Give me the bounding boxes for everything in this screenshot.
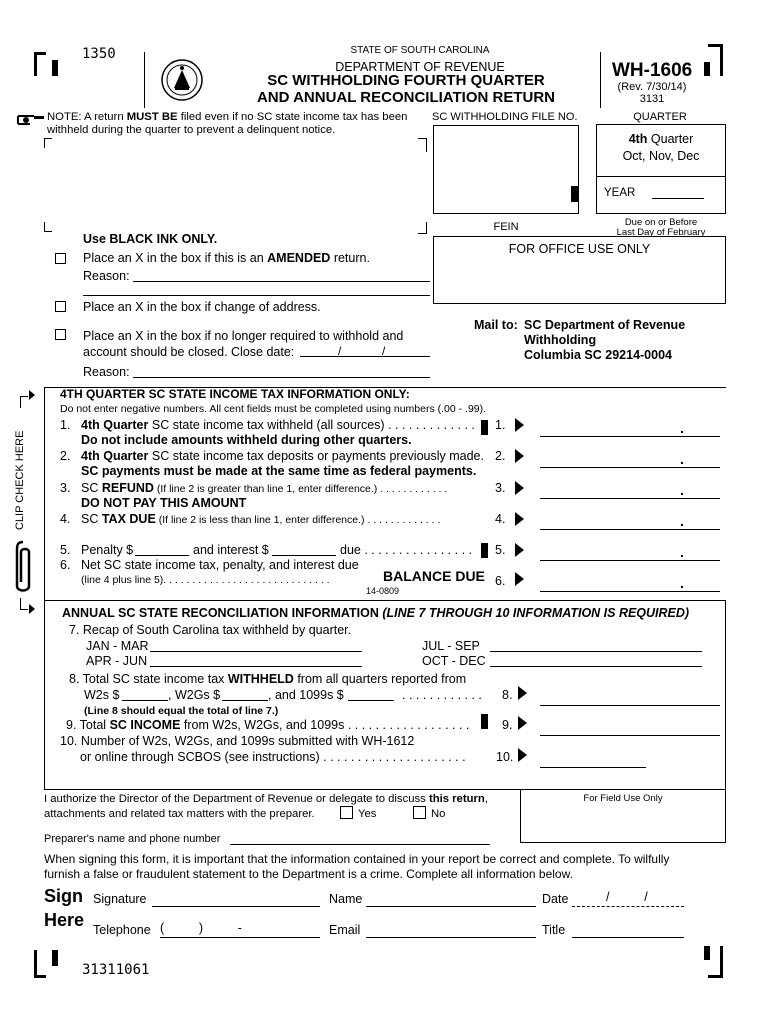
signature-input[interactable] <box>152 906 320 907</box>
line3-note: DO NOT PAY THIS AMOUNT <box>81 496 247 510</box>
name-input[interactable] <box>366 906 536 907</box>
quarter-label: QUARTER <box>633 111 687 123</box>
line3-label: SC REFUND (If line 2 is greater than line 1, enter difference.) . . . . . . . . . . . . <box>81 481 448 495</box>
q4-input[interactable] <box>490 666 702 667</box>
line2-amount-input[interactable] <box>540 467 720 468</box>
field-use-label: For Field Use Only <box>583 793 663 804</box>
form-id: WH-1606 <box>612 60 693 81</box>
line1-amount-input[interactable] <box>540 436 720 437</box>
line8-w2g-label: , W2Gs $ <box>168 688 221 702</box>
q1-label: JAN - MAR <box>86 639 149 653</box>
amended-reason-label: Reason: <box>83 269 130 283</box>
line10-label: 10. Number of W2s, W2Gs, and 1099s submitted with WH-1612 <box>60 734 415 748</box>
title-label: Title <box>542 923 566 937</box>
black-ink-note: Use BLACK INK ONLY. <box>83 232 218 246</box>
close-date-label: account should be closed. Close date: <box>83 345 295 359</box>
year-input[interactable] <box>652 198 704 199</box>
quarter-section-heading: 4TH QUARTER SC STATE INCOME TAX INFORMATION ONLY: <box>60 387 410 401</box>
line8-1099-label: , and 1099s $ <box>268 688 344 702</box>
file-no-label: SC WITHHOLDING FILE NO. <box>432 111 578 123</box>
mail-address-line1: SC Department of Revenue <box>524 318 686 332</box>
line5-due-label: due . . . . . . . . . . . . . . . . <box>340 543 472 557</box>
q1-input[interactable] <box>150 651 362 652</box>
date-label: Date <box>542 892 569 906</box>
warning-line2: furnish a false or fraudulent statement to the Department is a crime. Complete all information below. <box>44 867 573 881</box>
department-name: DEPARTMENT OF REVENUE <box>335 60 505 74</box>
file-no-input[interactable] <box>433 125 579 214</box>
preparer-label: Preparer's name and phone number <box>44 833 221 845</box>
line5-penalty-label: Penalty $ <box>81 543 134 557</box>
line8-label: 8. Total SC state income tax WITHHELD from all quarters reported from <box>69 672 467 686</box>
email-label: Email <box>329 923 361 937</box>
due-line2: Last Day of February <box>616 227 706 238</box>
signature-label: Signature <box>93 892 147 906</box>
quarter-section-subheading: Do not enter negative numbers. All cent fields must be completed using numbers (.00 - .99). <box>60 403 487 415</box>
authorize-no-label: No <box>431 808 446 820</box>
line6-note: (line 4 plus line 5). . . . . . . . . . . . . . . . . . . . . . . . . . . . . <box>81 574 330 586</box>
title-input[interactable] <box>572 937 684 938</box>
office-use-label: FOR OFFICE USE ONLY <box>508 242 651 256</box>
quarter-number: 4th Quarter <box>628 132 694 146</box>
name-label: Name <box>329 892 363 906</box>
authorization-line1: I authorize the Director of the Department of Revenue or delegate to discuss this return, <box>44 793 488 805</box>
line10-label-2: or online through SCBOS (see instructions) . . . . . . . . . . . . . . . . . . . . . <box>80 750 466 764</box>
penalty-input[interactable] <box>135 555 189 556</box>
telephone-input[interactable] <box>160 937 320 938</box>
email-input[interactable] <box>366 937 536 938</box>
corner-mark-bl <box>34 950 37 978</box>
preparer-input[interactable] <box>230 844 490 845</box>
mail-address-line2: Withholding <box>524 333 597 347</box>
line4-amount-input[interactable] <box>540 529 720 530</box>
date-input[interactable] <box>572 906 684 907</box>
year-label: YEAR <box>604 187 636 199</box>
clip-check-label: CLIP CHECK HERE <box>14 430 26 530</box>
q3-input[interactable] <box>490 651 702 652</box>
mail-to-label: Mail to: <box>474 318 518 332</box>
note-line2: withheld during the quarter to prevent a delinquent notice. <box>47 124 336 136</box>
state-seal-icon <box>160 58 204 102</box>
close-account-label: Place an X in the box if no longer required to withhold and <box>83 329 404 343</box>
form-title-line2: AND ANNUAL RECONCILIATION RETURN <box>256 89 556 106</box>
line9-amount-input[interactable] <box>540 735 720 736</box>
mail-address-line3: Columbia SC 29214-0004 <box>524 348 672 362</box>
barcode-number: 31311061 <box>82 962 150 978</box>
line2-label: 4th Quarter SC state income tax deposits or payments previously made. <box>81 449 484 463</box>
authorize-no-checkbox[interactable] <box>413 806 426 819</box>
line8-note: (Line 8 should equal the total of line 7.) <box>84 705 279 717</box>
close-reason-input[interactable] <box>133 377 430 378</box>
line6-label: Net SC state income tax, penalty, and interest due <box>81 558 359 572</box>
interest-input[interactable] <box>272 555 336 556</box>
amended-label: Place an X in the box if this is an AMENDED return. <box>83 251 370 265</box>
line2-note: SC payments must be made at the same time as federal payments. <box>81 464 477 478</box>
form-revision: (Rev. 7/30/14) <box>617 81 687 93</box>
line5-amount-input[interactable] <box>540 560 720 561</box>
state-name: STATE OF SOUTH CAROLINA <box>350 45 490 56</box>
sign-heading: Sign <box>44 886 83 906</box>
form-revision-code: 14-0809 <box>366 586 400 596</box>
due-line1: Due on or Before <box>624 217 698 228</box>
corner-mark-tr <box>720 44 723 76</box>
line4-label: SC TAX DUE (If line 2 is less than line 1, enter difference.) . . . . . . . . . . . . . <box>81 512 441 526</box>
line9-label: 9. Total SC INCOME from W2s, W2Gs, and 1099s . . . . . . . . . . . . . . . . . . <box>66 718 470 732</box>
balance-due-input[interactable] <box>540 591 720 592</box>
line1-note: Do not include amounts withheld during other quarters. <box>81 433 412 447</box>
line8-amount-input[interactable] <box>540 705 720 706</box>
authorize-yes-checkbox[interactable] <box>340 806 353 819</box>
amended-checkbox[interactable] <box>55 253 66 264</box>
line3-amount-input[interactable] <box>540 498 720 499</box>
w2g-amount-input[interactable] <box>222 700 268 701</box>
corner-mark-br <box>720 946 723 978</box>
pointing-hand-icon <box>16 110 46 130</box>
line1-label: 4th Quarter SC state income tax withheld (all sources) . . . . . . . . . . . . . <box>81 418 475 432</box>
paper-clip-icon <box>14 540 32 596</box>
form-page: 1350 STATE OF SOUTH CAROLINA DEPARTMENT OF REVENUE SC WITHHOLDING FOURTH QUARTER AND ANNUAL RECONCILIATION RETURN WH-1606 (Rev. 7/30/14) 3131 NOTE: A return MUST BE filed even if no SC state income tax has been withheld during the quarter to prevent a delinquent notice. SC WITHHOLDING FILE NO. QUARTER 4th Quarter Oct, Nov, Dec YEAR FEIN Due on or Before Last Day of February FOR OFFICE USE ONLY Use BLACK INK ONLY. Place an X in the box if this is an AMENDED return. Reason: Place an X in the box if change of address. Place an X in the box if no longer required to withhold and account should be closed. Close date: / / Reason: Mail to: SC Department of Revenue Withholding Columbia SC 29214-0004 CLIP CHECK HERE 4TH QUARTER SC STATE INCOME TAX INFORMATION ONLY: Do not enter negative numbers. All cent fields must be completed using numbers (.00 - .99). 1. 4th Quarter SC state income tax withheld (all sources) . . . . . . . . . . . . . 1. . Do not include amounts withheld during other quarters. 2. 4th Quarter SC state income tax deposits or payments previously made. 2. . SC payments must be made at the same time as federal payments. 3. SC REFUND (If line 2 is greater than line 1, enter difference.) . . . . . . . . . . . . 3. . DO NOT PAY THIS AMOUNT 4. SC TAX DUE (If line 2 is less than line 1, enter difference.) . . . . . . . . . . . . . 4. . 5. Penalty $ and interest $ due . . . . . . . . . . . . . . . . 5. . 6. Net SC state income tax, penalty, and interest due (line 4 plus line 5). . . . . . . . . . . . . . . . . . . . . . . . . . . . . BALANCE DUE 6. . 14-0809 ANNUAL SC STATE RECONCILIATION INFORMATION (LINE 7 THROUGH 10 INFORMATION IS REQUIRED) 7. Recap of South Carolina tax withheld by quarter. JAN - MAR APR - JUN JUL - SEP OCT - DEC 8. Total SC state income tax WITHHELD from all quarters reported from W2s $ , W2Gs $ , and 1099s $ . . . . . . . . . . . . 8. (Line 8 should equal the total of line 7.) 9. Total SC INCOME from W2s, W2Gs, and 1099s . . . . . . . . . . . . . . . . . . 9. 10. Number of W2s, W2Gs, and 1099s submitted with WH-1612 or online through SCBOS (see instructions) . . . . . . . . . . . . . . . . . . . . . 10. I authorize the Director of the Department of Revenue or delegate to discuss this return, attachments and related tax matters with the preparer. Yes No For Field Use Only Preparer's name and phone number When signing this form, it is important that the information contained in your report be correct and complete. To wilfully furnish a false or fraudulent statement to the Department is a crime. Complete all information below. Sign Here Signature Name Date / / Telephone ( ) - Email Title 31311061 <box>0 0 770 1024</box>
line5-interest-label: and interest $ <box>193 543 269 557</box>
form-code-top: 1350 <box>82 46 116 62</box>
warning-line1: When signing this form, it is important that the information contained in your report be correct and complete. To wilfully <box>44 852 670 866</box>
here-heading: Here <box>44 910 85 930</box>
authorization-line2: attachments and related tax matters with the preparer. <box>44 808 315 820</box>
address-change-checkbox[interactable] <box>55 301 66 312</box>
telephone-label: Telephone <box>93 923 151 937</box>
annual-section-heading: ANNUAL SC STATE RECONCILIATION INFORMATION (LINE 7 THROUGH 10 INFORMATION IS REQUIRED) <box>62 606 690 620</box>
q3-label: JUL - SEP <box>422 639 480 653</box>
close-date-input[interactable] <box>300 356 430 357</box>
q4-label: OCT - DEC <box>422 654 486 668</box>
q2-label: APR - JUN <box>86 654 148 668</box>
close-account-checkbox[interactable] <box>55 329 66 340</box>
fein-label: FEIN <box>493 221 519 233</box>
form-code: 3131 <box>639 93 665 105</box>
line10-count-input[interactable] <box>540 767 646 768</box>
address-change-label: Place an X in the box if change of address. <box>83 300 321 314</box>
1099-amount-input[interactable] <box>348 700 394 701</box>
balance-due-label: BALANCE DUE <box>383 568 485 584</box>
w2-amount-input[interactable] <box>122 700 168 701</box>
note-line1: NOTE: A return MUST BE filed even if no SC state income tax has been <box>47 111 408 123</box>
corner-mark-tl <box>34 52 37 76</box>
form-title-line1: SC WITHHOLDING FOURTH QUARTER <box>267 72 545 89</box>
q2-input[interactable] <box>150 666 362 667</box>
line7-label: 7. Recap of South Carolina tax withheld by quarter. <box>69 623 352 637</box>
line8-w2-label: W2s $ <box>84 688 120 702</box>
taxpayer-address-area[interactable] <box>46 140 424 230</box>
authorize-yes-label: Yes <box>358 808 377 820</box>
quarter-months: Oct, Nov, Dec <box>622 149 700 163</box>
close-reason-label: Reason: <box>83 365 130 379</box>
amended-reason-input[interactable] <box>133 281 430 282</box>
